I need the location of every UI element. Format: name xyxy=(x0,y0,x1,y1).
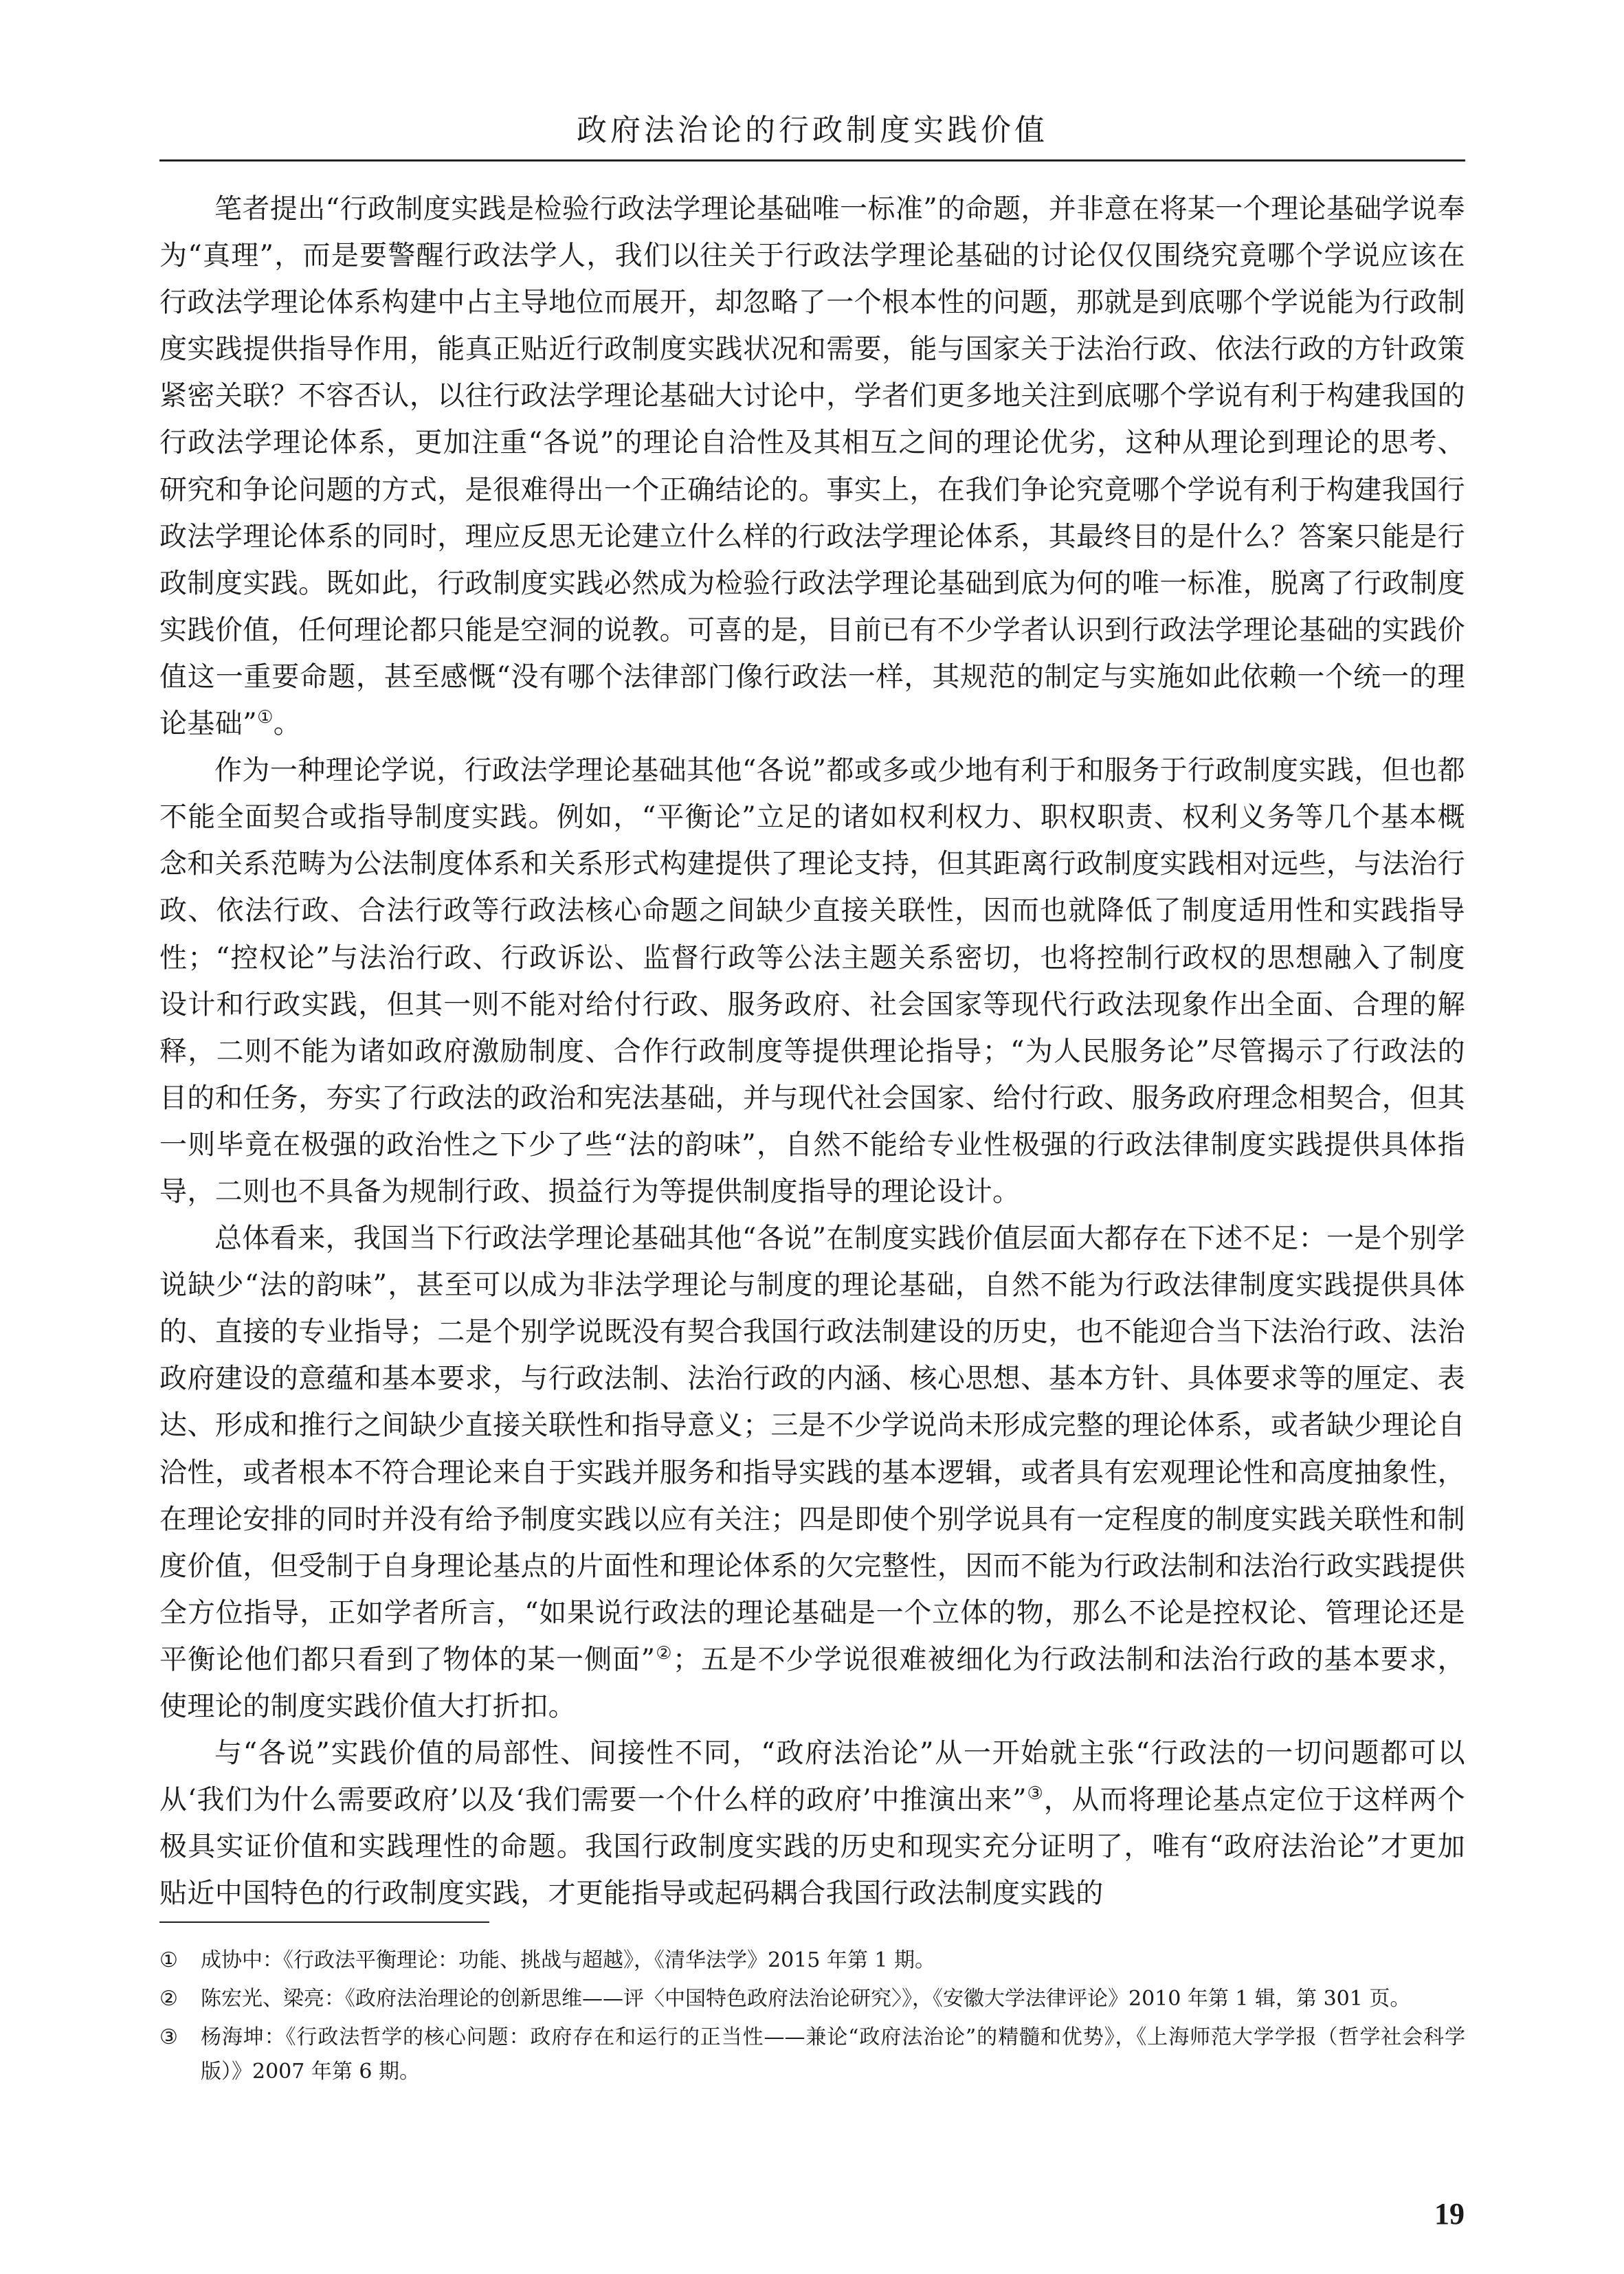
paragraph-text: 笔者提出“行政制度实践是检验行政法学理论基础唯一标准”的命题，并非意在将某一个理论基础学说奉为“真理”，而是要警醒行政法学人，我们以往关于行政法学理论基础的讨论仅仅围绕究竟哪个学说应该在行政法学理论体系构建中占主导地位而展开，却忽略了一个根本性的问题，那就是到底哪个学说能为行政制度实践提供指导作用，能真正贴近行政制度实践状况和需要，能与国家关于法治行政、依法行政的方针政策紧密关联？不容否认，以往行政法学理论基础大讨论中，学者们更多地关注到底哪个学说有利于构建我国的行政法学理论体系，更加注重“各说”的理论自洽性及其相互之间的理论优劣，这种从理论到理论的思考、研究和争论问题的方式，是很难得出一个正确结论的。事实上，在我们争论究竟哪个学说有利于构建我国行政法学理论体系的同时，理应反思无论建立什么样的行政法学理论体系，其最终目的是什么？答案只能是行政制度实践。既如此，行政制度实践必然成为检验行政法学理论基础到底为何的唯一标准，脱离了行政制度实践价值，任何理论都只能是空洞的说教。可喜的是，目前已有不少学者认识到行政法学理论基础的实践价值这一重要命题，甚至感慨“没有哪个法律部门像行政法一样，其规范的制定与实施如此依赖一个统一的理论基础” xyxy=(159,193,1465,740)
footnote-ref-3[interactable]: ③ xyxy=(1027,1783,1044,1805)
paragraph-text-continued: ，从而将理论基点定位于这样两个极具实证价值和实践理性的命题。我国行政制度实践的历史和现实充分证明了，唯有“政府法治论”才更加贴近中国特色的行政制度实践，才更能指导或起码耦合我国行政法制度实践的 xyxy=(159,1784,1465,1910)
footnote-mark: ③ xyxy=(159,2025,178,2049)
footnote-2 xyxy=(159,1982,1465,2016)
footnote-rule xyxy=(159,1921,489,1923)
paragraph-4 xyxy=(159,1730,1465,1917)
footnote-text: 陈宏光、梁亮：《政府法治理论的创新思维——评〈中国特色政府法治论研究〉》，《安徽大学法律评论》2010 年第 1 辑，第 301 页。 xyxy=(201,1987,1411,2011)
paragraph-3 xyxy=(159,1215,1465,1730)
footnote-mark: ② xyxy=(159,1987,178,2011)
paragraph-1: 笔者提出“行政制度实践是检验行政法学理论基础唯一标准”的命题，并非意在将某一个理论基础学说奉为“真理”，而是要警醒行政法学人，我们以往关于行政法学理论基础的讨论仅仅围绕究竟哪个学说应该在行政法学理论体系构建中占主导地位而展开，却忽略了一个根本性的问题，那就是到底哪个学说能为行政制度实践提供指导作用，能真正贴近行政制度实践状况和需要，能与国家关于法治行政、依法行政的方针政策紧密关联？不容否认，以往行政法学理论基础大讨论中，学者们更多地关注到底哪个学说有利于构建我国的行政法学理论体系，更加注重“各说”的理论自洽性及其相互之间的理论优劣，这种从理论到理论的思考、研究和争论问题的方式，是很难得出一个正确结论的。事实上，在我们争论究竟哪个学说有利于构建我国行政法学理论体系的同时，理应反思无论建立什么样的行政法学理论体系，其最终目的是什么？答案只能是行政制度实践。既如此，行政制度实践必然成为检验行政法学理论基础到底为何的唯一标准，脱离了行政制度实践价值，任何理论都只能是空洞的说教。可喜的是，目前已有不少学者认识到行政法学理论基础的实践价值这一重要命题，甚至感慨“没有哪个法律部门像行政法一样，其规范的制定与实施如此依赖一个统一的理论基础”①。 xyxy=(159,193,1465,740)
footnote-ref-1[interactable]: ① xyxy=(257,707,274,728)
footnotes xyxy=(159,1943,1465,2093)
paragraph-2 xyxy=(159,747,1465,1215)
paragraph-text: 与“各说”实践价值的局部性、间接性不同，“政府法治论”从一开始就主张“行政法的一切问题都可以从‘我们为什么需要政府’以及‘我们需要一个什么样的政府’中推演出来” xyxy=(159,1737,1465,1816)
paragraph-text: 作为一种理论学说，行政法学理论基础其他“各说”都或多或少地有利于和服务于行政制度实践，但也都不能全面契合或指导制度实践。例如，“平衡论”立足的诸如权利权力、职权职责、权利义务等几个基本概念和关系范畴为公法制度体系和关系形式构建提供了理论支持，但其距离行政制度实践相对远些，与法治行政、依法行政、合法行政等行政法核心命题之间缺少直接关联性，因而也就降低了制度适用性和实践指导性；“控权论”与法治行政、行政诉讼、监督行政等公法主题关系密切，也将控制行政权的思想融入了制度设计和行政实践，但其一则不能对给付行政、服务政府、社会国家等现代行政法现象作出全面、合理的解释，二则不能为诸如政府激励制度、合作行政制度等提供理论指导；“为人民服务论”尽管揭示了行政法的目的和任务，夯实了行政法的政治和宪法基础，并与现代社会国家、给付行政、服务政府理念相契合，但其一则毕竟在极强的政治性之下少了些“法的韵味”，自然不能给专业性极强的行政法律制度实践提供具体指导，二则也不具备为规制行政、损益行为等提供制度指导的理论设计。 xyxy=(159,755,1465,1207)
footnote-text: 杨海坤：《行政法哲学的核心问题：政府存在和运行的正当性——兼论“政府法治论”的精髓和优势》，《上海师范大学学报（哲学社会科学版）》2007 年第 6 期。 xyxy=(201,2025,1465,2084)
paragraph-text: 总体看来，我国当下行政法学理论基础其他“各说”在制度实践价值层面大都存在下述不足：一是个别学说缺少“法的韵味”，甚至可以成为非法学理论与制度的理论基础，自然不能为行政法律制度实践提供具体的、直接的专业指导；二是个别学说既没有契合我国行政法制建设的历史，也不能迎合当下法治行政、法治政府建设的意蕴和基本要求，与行政法制、法治行政的内涵、核心思想、基本方针、具体要求等的厘定、表达、形成和推行之间缺少直接关联性和指导意义；三是不少学说尚未形成完整的理论体系，或者缺少理论自洽性，或者根本不符合理论来自于实践并服务和指导实践的基本逻辑，或者具有宏观理论性和高度抽象性，在理论安排的同时并没有给予制度实践以应有关注；四是即使个别学说具有一定程度的制度实践关联性和制度价值，但受制于自身理论基点的片面性和理论体系的欠完整性，因而不能为行政法制和法治行政实践提供全方位指导，正如学者所言，“如果说行政法的理论基础是一个立体的物，那么不论是控权论、管理论还是平衡论他们都只看到了物体的某一侧面” xyxy=(159,1223,1465,1675)
running-head: 政府法治论的行政制度实践价值 xyxy=(577,113,1048,148)
footnote-ref-2[interactable]: ② xyxy=(655,1642,673,1664)
header-rule xyxy=(159,159,1465,161)
paragraph-text-continued: ；五是不少学说很难被细化为行政法制和法治行政的基本要求，使理论的制度实践价值大打折扣。 xyxy=(159,1643,1465,1722)
footnote-1 xyxy=(159,1943,1465,1978)
page-number: 19 xyxy=(1434,2197,1465,2231)
footnote-3 xyxy=(159,2020,1465,2089)
footnote-mark: ① xyxy=(159,1948,178,1972)
body-text xyxy=(159,186,1465,1917)
footnote-text: 成协中：《行政法平衡理论：功能、挑战与超越》，《清华法学》2015 年第 1 期。 xyxy=(201,1948,936,1972)
